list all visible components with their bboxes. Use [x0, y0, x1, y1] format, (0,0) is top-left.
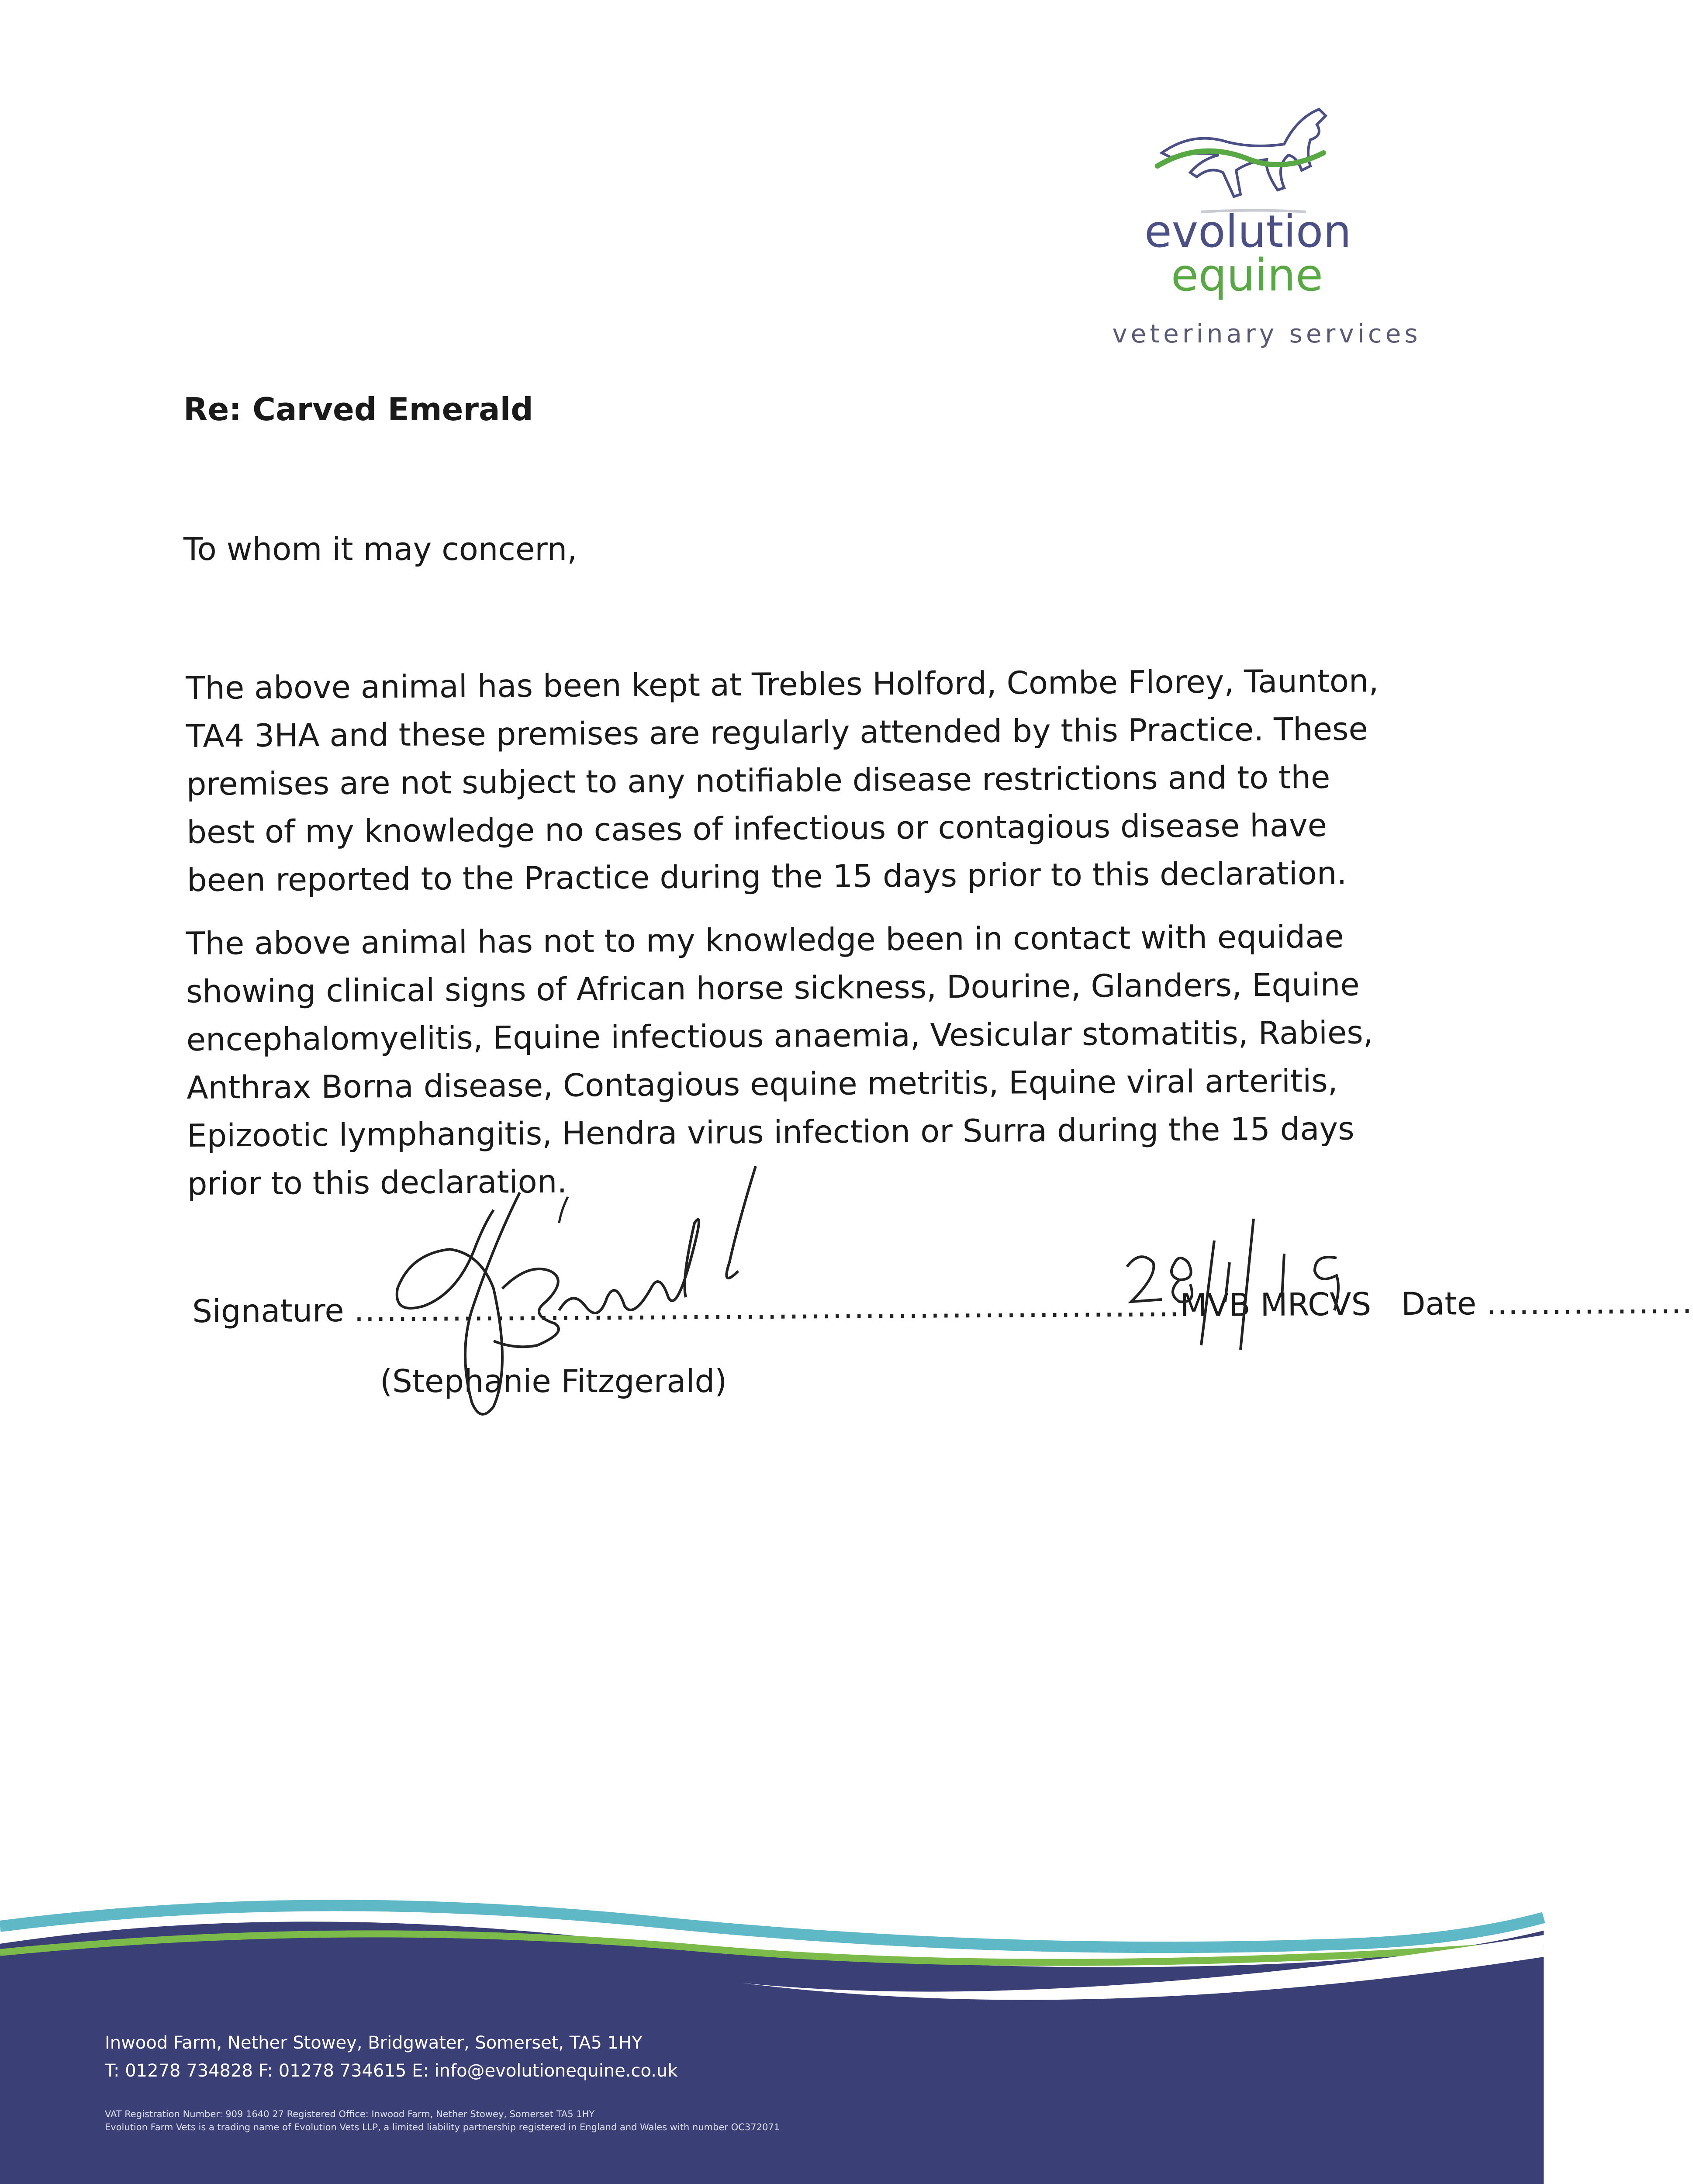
signature-label: Signature	[192, 1292, 344, 1330]
logo-wordmark-equine: equine	[1171, 249, 1323, 301]
letter-subject: Re: Carved Emerald	[183, 391, 533, 428]
signature-line: ............................................................................	[354, 1287, 1181, 1329]
footer-legal-line-2: Evolution Farm Vets is a trading name of Evolution Vets LLP, a limited liability partnership registered in England and Wales with number OC372071	[105, 2122, 780, 2132]
letter-greeting: To whom it may concern,	[183, 531, 577, 567]
body-paragraph-disease-contact: The above animal has not to my knowledge been in contact with equidae showing clinical signs of African horse sickness, Dourine, Glanders, Equine encephalomyelitis, Equine infectious anaemia, Vesicular stomatitis, Rabies, Anthrax Borna disease, Contagious equine metritis, Equine viral arteritis, Epizootic lymphangitis, Hendra virus infection or Surra during the 15 days prior to this declaration.	[186, 918, 1373, 1202]
signatory-name: (Stephanie Fitzgerald)	[380, 1363, 727, 1400]
footer-address-line: Inwood Farm, Nether Stowey, Bridgwater, Somerset, TA5 1HY	[105, 2033, 643, 2053]
logo-wordmark-evolution: evolution	[1144, 206, 1351, 258]
footer-legal-line-1: VAT Registration Number: 909 1640 27 Registered Office: Inwood Farm, Nether Stowey, Somerset TA5 1HY	[105, 2109, 595, 2119]
horse-logo-icon	[1153, 100, 1337, 214]
qualifications: MVB MRCVS	[1180, 1286, 1372, 1324]
logo-tagline: veterinary services	[1112, 319, 1421, 349]
company-logo	[1112, 100, 1433, 363]
body-paragraph-premises: The above animal has been kept at Trebles Holford, Combe Florey, Taunton, TA4 3HA and these premises are regularly attended by this Practice. These premises are not subject to any notifiable disease restrictions and to the best of my knowledge no cases of infectious or contagious disease have been reported to the Practice during the 15 days prior to this declaration.	[186, 662, 1379, 898]
signature-row	[192, 1284, 1693, 1330]
footer-contact-line: T: 01278 734828 F: 01278 734615 E: info@evolutionequine.co.uk	[105, 2061, 678, 2081]
date-label: Date	[1401, 1285, 1477, 1323]
footer-wave-band	[0, 1870, 1544, 2184]
date-line: ...................	[1486, 1284, 1693, 1322]
footer-address	[105, 2029, 678, 2085]
footer-website-link[interactable]: www.evolutionequine.co.uk	[1066, 1975, 1479, 2028]
footer-legal	[105, 2108, 780, 2134]
